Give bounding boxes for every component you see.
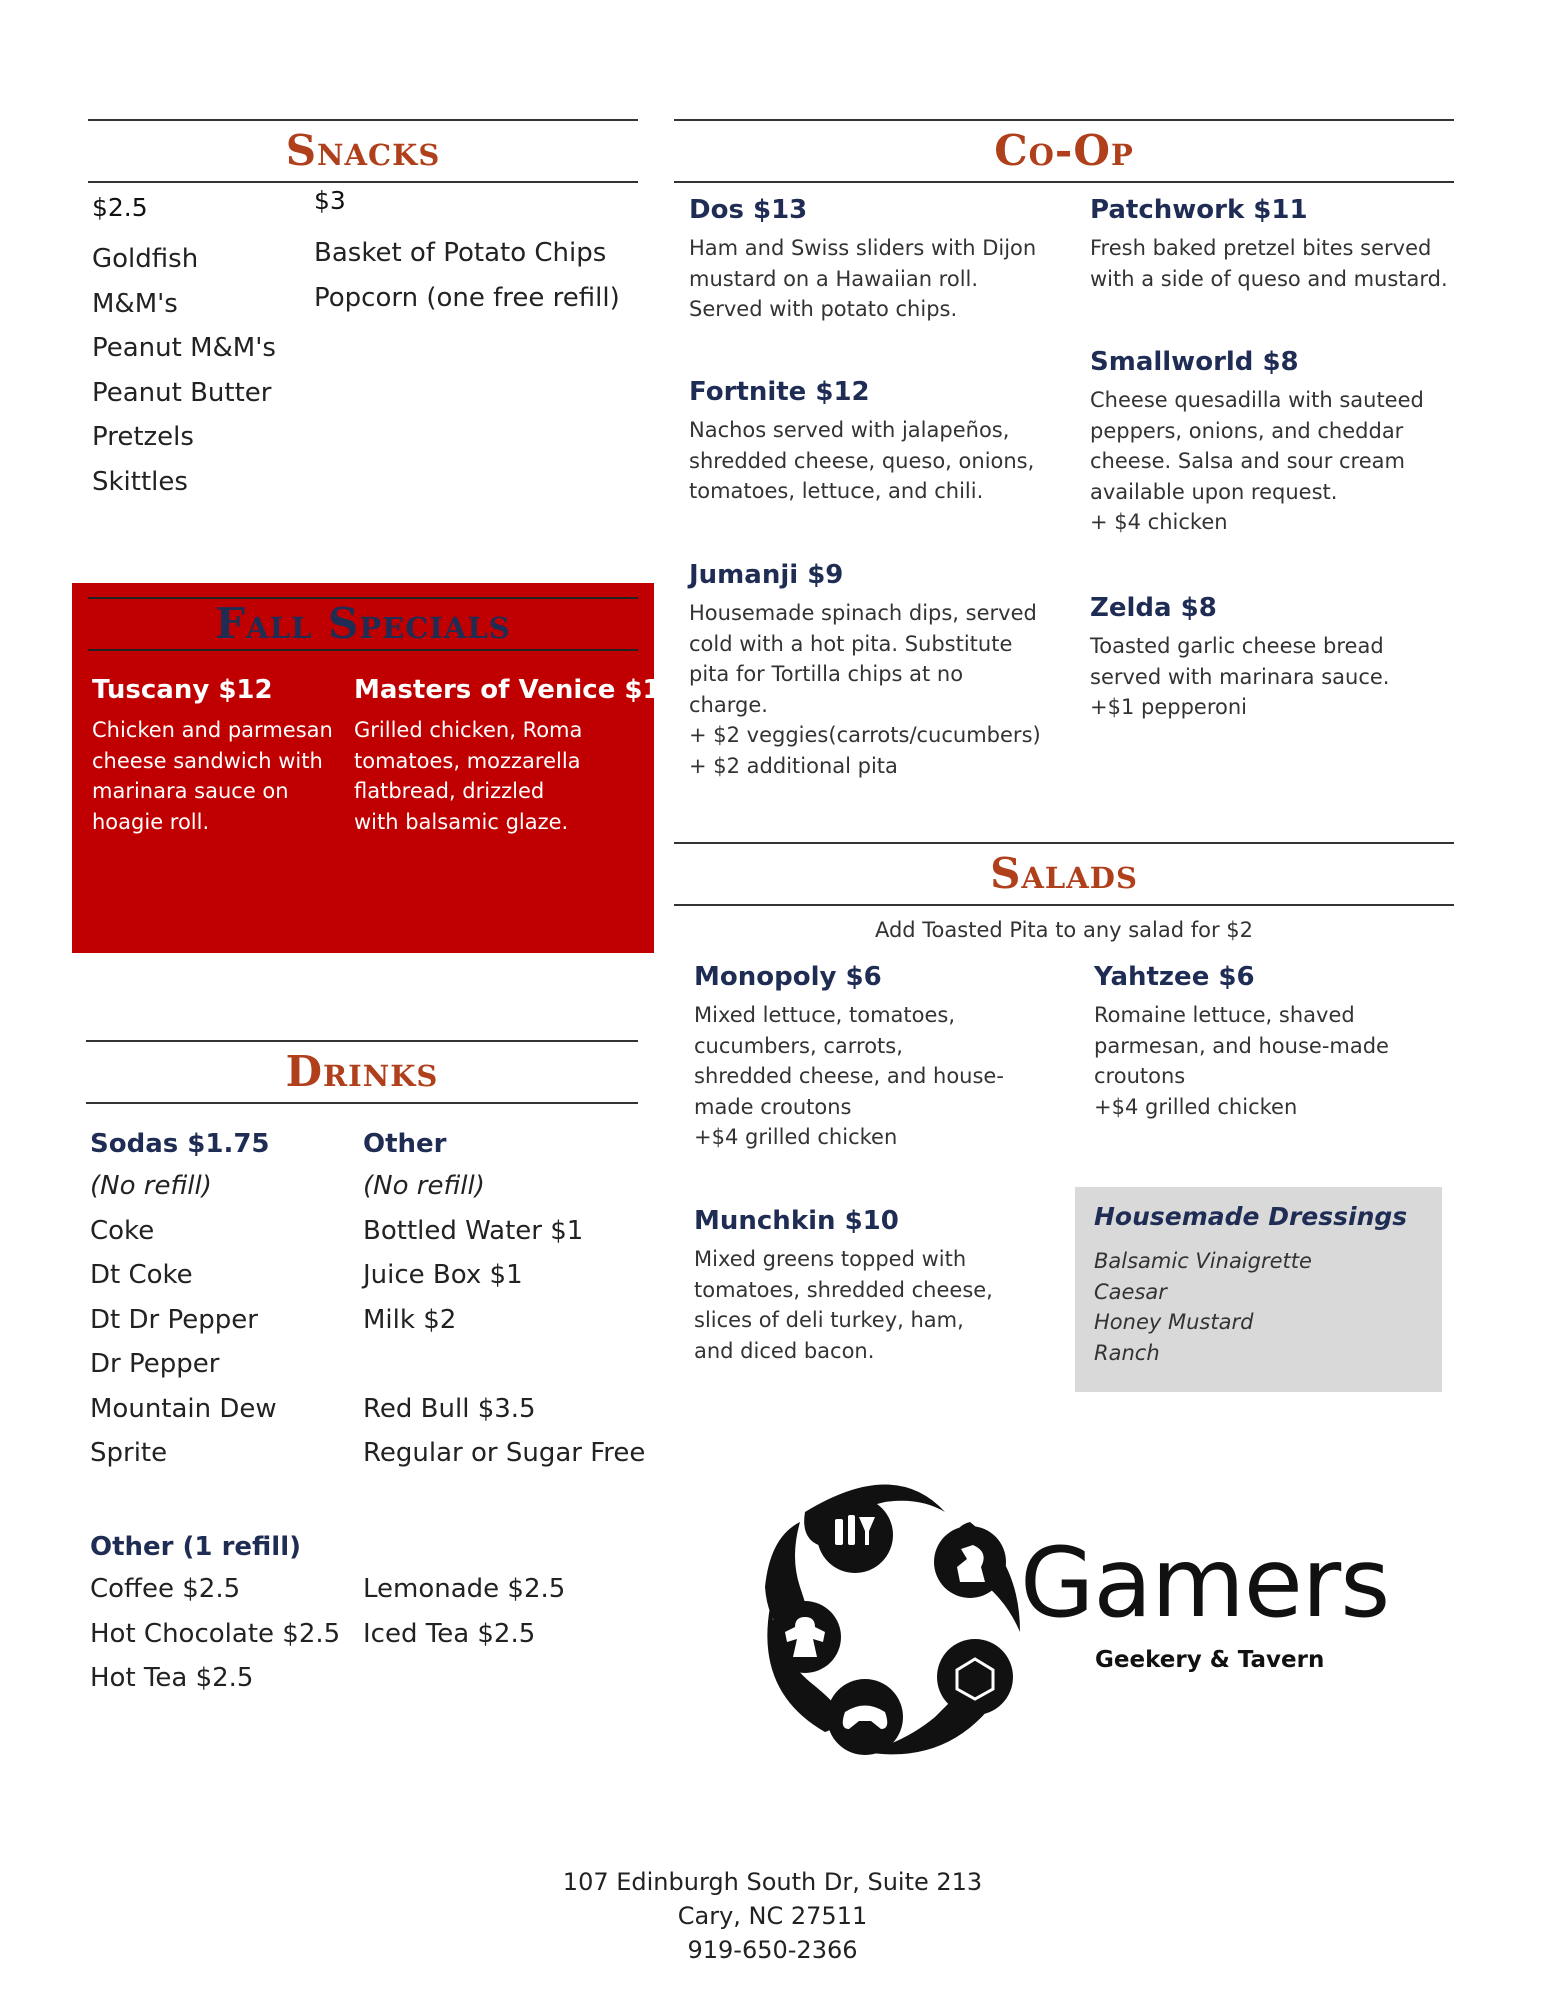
list-item: Popcorn (one free refill) xyxy=(314,282,620,313)
list-item: Bottled Water $1 xyxy=(363,1215,584,1246)
coop-item-title: Zelda $8 xyxy=(1090,593,1217,623)
list-item: Dt Dr Pepper xyxy=(90,1304,258,1335)
coop-item xyxy=(1090,347,1450,538)
desc-line: + $4 chicken xyxy=(1090,510,1228,534)
desc-line: Mixed greens topped with xyxy=(694,1247,967,1271)
snacks-price-col1: $2.5 xyxy=(92,193,148,222)
desc-line: + $2 additional pita xyxy=(689,753,898,778)
list-item: Goldfish xyxy=(92,244,199,274)
desc-line: Served with potato chips. xyxy=(689,297,958,321)
desc-line: + $2 veggies(carrots/cucumbers) xyxy=(689,723,1041,747)
logo-swirl-icon xyxy=(745,1467,1045,1767)
list-item: Peanut Butter xyxy=(92,377,272,408)
desc-line: cheese. Salsa and sour cream xyxy=(1090,449,1405,473)
list-item: Caesar xyxy=(1094,1279,1167,1304)
list-item: Dr Pepper xyxy=(90,1349,220,1379)
desc-line: shredded cheese, and house- xyxy=(694,1064,1004,1088)
special-item xyxy=(92,675,337,837)
salad-item-desc xyxy=(694,1000,1054,1153)
salad-item xyxy=(694,1206,1054,1366)
coop-item-title: Fortnite $12 xyxy=(689,377,870,407)
drinks-refill xyxy=(90,1527,340,1701)
special-desc: Chicken and parmesan cheese sandwich with marinara sauce on hoagie roll. xyxy=(92,718,333,834)
special-title: Tuscany $12 xyxy=(92,675,273,705)
desc-line: Mixed lettuce, tomatoes, xyxy=(694,1003,956,1027)
drinks-col2-head: Other xyxy=(363,1129,447,1159)
desc-line: Romaine lettuce, shaved xyxy=(1094,1003,1355,1027)
list-item: Honey Mustard xyxy=(1094,1310,1254,1334)
coop-item xyxy=(689,195,1069,325)
salad-item xyxy=(694,962,1054,1153)
snacks-list-col2 xyxy=(314,231,620,320)
desc-line: tomatoes, lettuce, and chili. xyxy=(689,479,984,503)
desc-line: Nachos served with jalapeños, xyxy=(689,418,1010,442)
list-item: Juice Box $1 xyxy=(363,1260,523,1290)
coop-item xyxy=(1090,195,1450,294)
drinks-refill-col2 xyxy=(363,1567,565,1656)
list-item: Milk $2 xyxy=(363,1304,457,1335)
salad-item-title: Yahtzee $6 xyxy=(1094,962,1255,992)
list-item: Skittles xyxy=(92,466,188,497)
special-item xyxy=(354,675,679,837)
drinks-col2 xyxy=(363,1124,645,1476)
desc-line: croutons xyxy=(1094,1064,1186,1088)
desc-line: peppers, onions, and cheddar xyxy=(1090,418,1404,443)
drinks-col1-note: (No refill) xyxy=(90,1171,212,1201)
salads-header xyxy=(674,842,1454,906)
desc-line: +$4 grilled chicken xyxy=(1094,1094,1298,1119)
salads-title: Salads xyxy=(990,849,1138,898)
desc-line: parmesan, and house-made xyxy=(1094,1033,1389,1058)
desc-line: served with marinara sauce. xyxy=(1090,664,1390,689)
dressings-box xyxy=(1075,1187,1442,1392)
coop-item xyxy=(1090,593,1450,723)
list-item: Lemonade $2.5 xyxy=(363,1574,566,1604)
coop-header xyxy=(674,119,1454,183)
desc-line: Cheese quesadilla with sauteed xyxy=(1090,388,1424,412)
list-item: Peanut M&M's xyxy=(92,333,276,363)
list-item: Mountain Dew xyxy=(90,1393,277,1424)
drinks-col2-note: (No refill) xyxy=(363,1171,485,1201)
list-item: Sprite xyxy=(90,1438,168,1468)
list-item: Hot Tea $2.5 xyxy=(90,1663,254,1693)
list-item: Dt Coke xyxy=(90,1260,193,1290)
salad-item-title: Monopoly $6 xyxy=(694,962,882,992)
fall-specials-box xyxy=(72,583,679,953)
list-item: Hot Chocolate $2.5 xyxy=(90,1618,341,1649)
coop-item-desc xyxy=(1090,233,1450,294)
drinks-title: Drinks xyxy=(285,1047,439,1096)
desc-line: +$4 grilled chicken xyxy=(694,1125,898,1149)
footer xyxy=(0,1865,1545,1967)
snacks-list-col1 xyxy=(92,237,276,504)
desc-line: mustard on a Hawaiian roll. xyxy=(689,266,979,291)
desc-line: and diced bacon. xyxy=(694,1338,875,1363)
coop-item-desc xyxy=(689,598,1069,781)
desc-line: with a side of queso and mustard. xyxy=(1090,266,1448,291)
snacks-price-col2: $3 xyxy=(314,186,346,215)
desc-line: Ham and Swiss sliders with Dijon xyxy=(689,236,1037,260)
desc-line: Toasted garlic cheese bread xyxy=(1090,634,1384,658)
drinks-refill-head: Other (1 refill) xyxy=(90,1532,302,1562)
list-item: Pretzels xyxy=(92,422,194,452)
list-item: Ranch xyxy=(1094,1340,1160,1365)
desc-line: shredded cheese, queso, onions, xyxy=(689,448,1035,473)
coop-item xyxy=(689,560,1069,781)
logo-name: Gamers xyxy=(1020,1527,1390,1639)
footer-address-line1: 107 Edinburgh South Dr, Suite 213 xyxy=(562,1868,983,1896)
drinks-col1-head: Sodas $1.75 xyxy=(90,1129,270,1159)
salad-item-desc xyxy=(1094,1000,1454,1122)
desc-line: made croutons xyxy=(694,1094,852,1119)
snacks-title: Snacks xyxy=(285,126,441,175)
list-item: Regular or Sugar Free xyxy=(363,1438,646,1468)
dressings-list xyxy=(1094,1246,1312,1368)
desc-line: cucumbers, carrots, xyxy=(694,1033,903,1058)
footer-address-line2: Cary, NC 27511 xyxy=(677,1902,868,1930)
list-item: Basket of Potato Chips xyxy=(314,238,607,268)
snacks-header xyxy=(88,119,638,183)
list-item: Iced Tea $2.5 xyxy=(363,1618,536,1649)
fall-specials-header xyxy=(88,597,638,651)
coop-title: Co-Op xyxy=(994,126,1134,175)
desc-line: +$1 pepperoni xyxy=(1090,695,1247,719)
coop-item-desc xyxy=(689,415,1069,507)
list-item: M&M's xyxy=(92,288,178,319)
desc-line: slices of deli turkey, ham, xyxy=(694,1308,964,1332)
coop-item-title: Jumanji $9 xyxy=(689,560,844,590)
list-item: Balsamic Vinaigrette xyxy=(1094,1249,1312,1273)
coop-item-title: Patchwork $11 xyxy=(1090,195,1308,225)
desc-line: charge. xyxy=(689,692,768,717)
desc-line: Fresh baked pretzel bites served xyxy=(1090,236,1432,260)
dressings-title: Housemade Dressings xyxy=(1094,1202,1408,1231)
drinks-col1 xyxy=(90,1124,277,1476)
desc-line: cold with a hot pita. Substitute xyxy=(689,631,1013,656)
desc-line: tomatoes, shredded cheese, xyxy=(694,1277,993,1302)
special-title: Masters of Venice $12 xyxy=(354,675,679,705)
special-desc: Grilled chicken, Roma tomatoes, mozzarella flatbread, drizzled with balsamic glaze. xyxy=(354,718,583,834)
coop-item-title: Smallworld $8 xyxy=(1090,347,1299,377)
coop-item-desc xyxy=(1090,385,1450,538)
coop-item-desc xyxy=(689,233,1069,325)
logo-tagline: Geekery & Tavern xyxy=(1095,1647,1325,1673)
list-item: Coffee $2.5 xyxy=(90,1574,241,1604)
desc-line: available upon request. xyxy=(1090,479,1338,504)
desc-line: pita for Tortilla chips at no xyxy=(689,662,964,686)
fall-specials-title: Fall Specials xyxy=(215,599,511,648)
drinks-header xyxy=(86,1040,638,1104)
spacer xyxy=(363,1342,645,1387)
list-item: Red Bull $3.5 xyxy=(363,1393,536,1424)
salads-note: Add Toasted Pita to any salad for $2 xyxy=(874,918,1254,942)
coop-item-desc xyxy=(1090,631,1450,723)
footer-phone: 919-650-2366 xyxy=(687,1936,858,1964)
desc-line: Housemade spinach dips, served xyxy=(689,601,1037,625)
list-item: Coke xyxy=(90,1215,155,1246)
logo xyxy=(745,1467,1405,1767)
coop-item-title: Dos $13 xyxy=(689,195,808,225)
salad-item-title: Munchkin $10 xyxy=(694,1206,899,1236)
coop-item xyxy=(689,377,1069,507)
salad-item xyxy=(1094,962,1454,1122)
salad-item-desc xyxy=(694,1244,1054,1366)
